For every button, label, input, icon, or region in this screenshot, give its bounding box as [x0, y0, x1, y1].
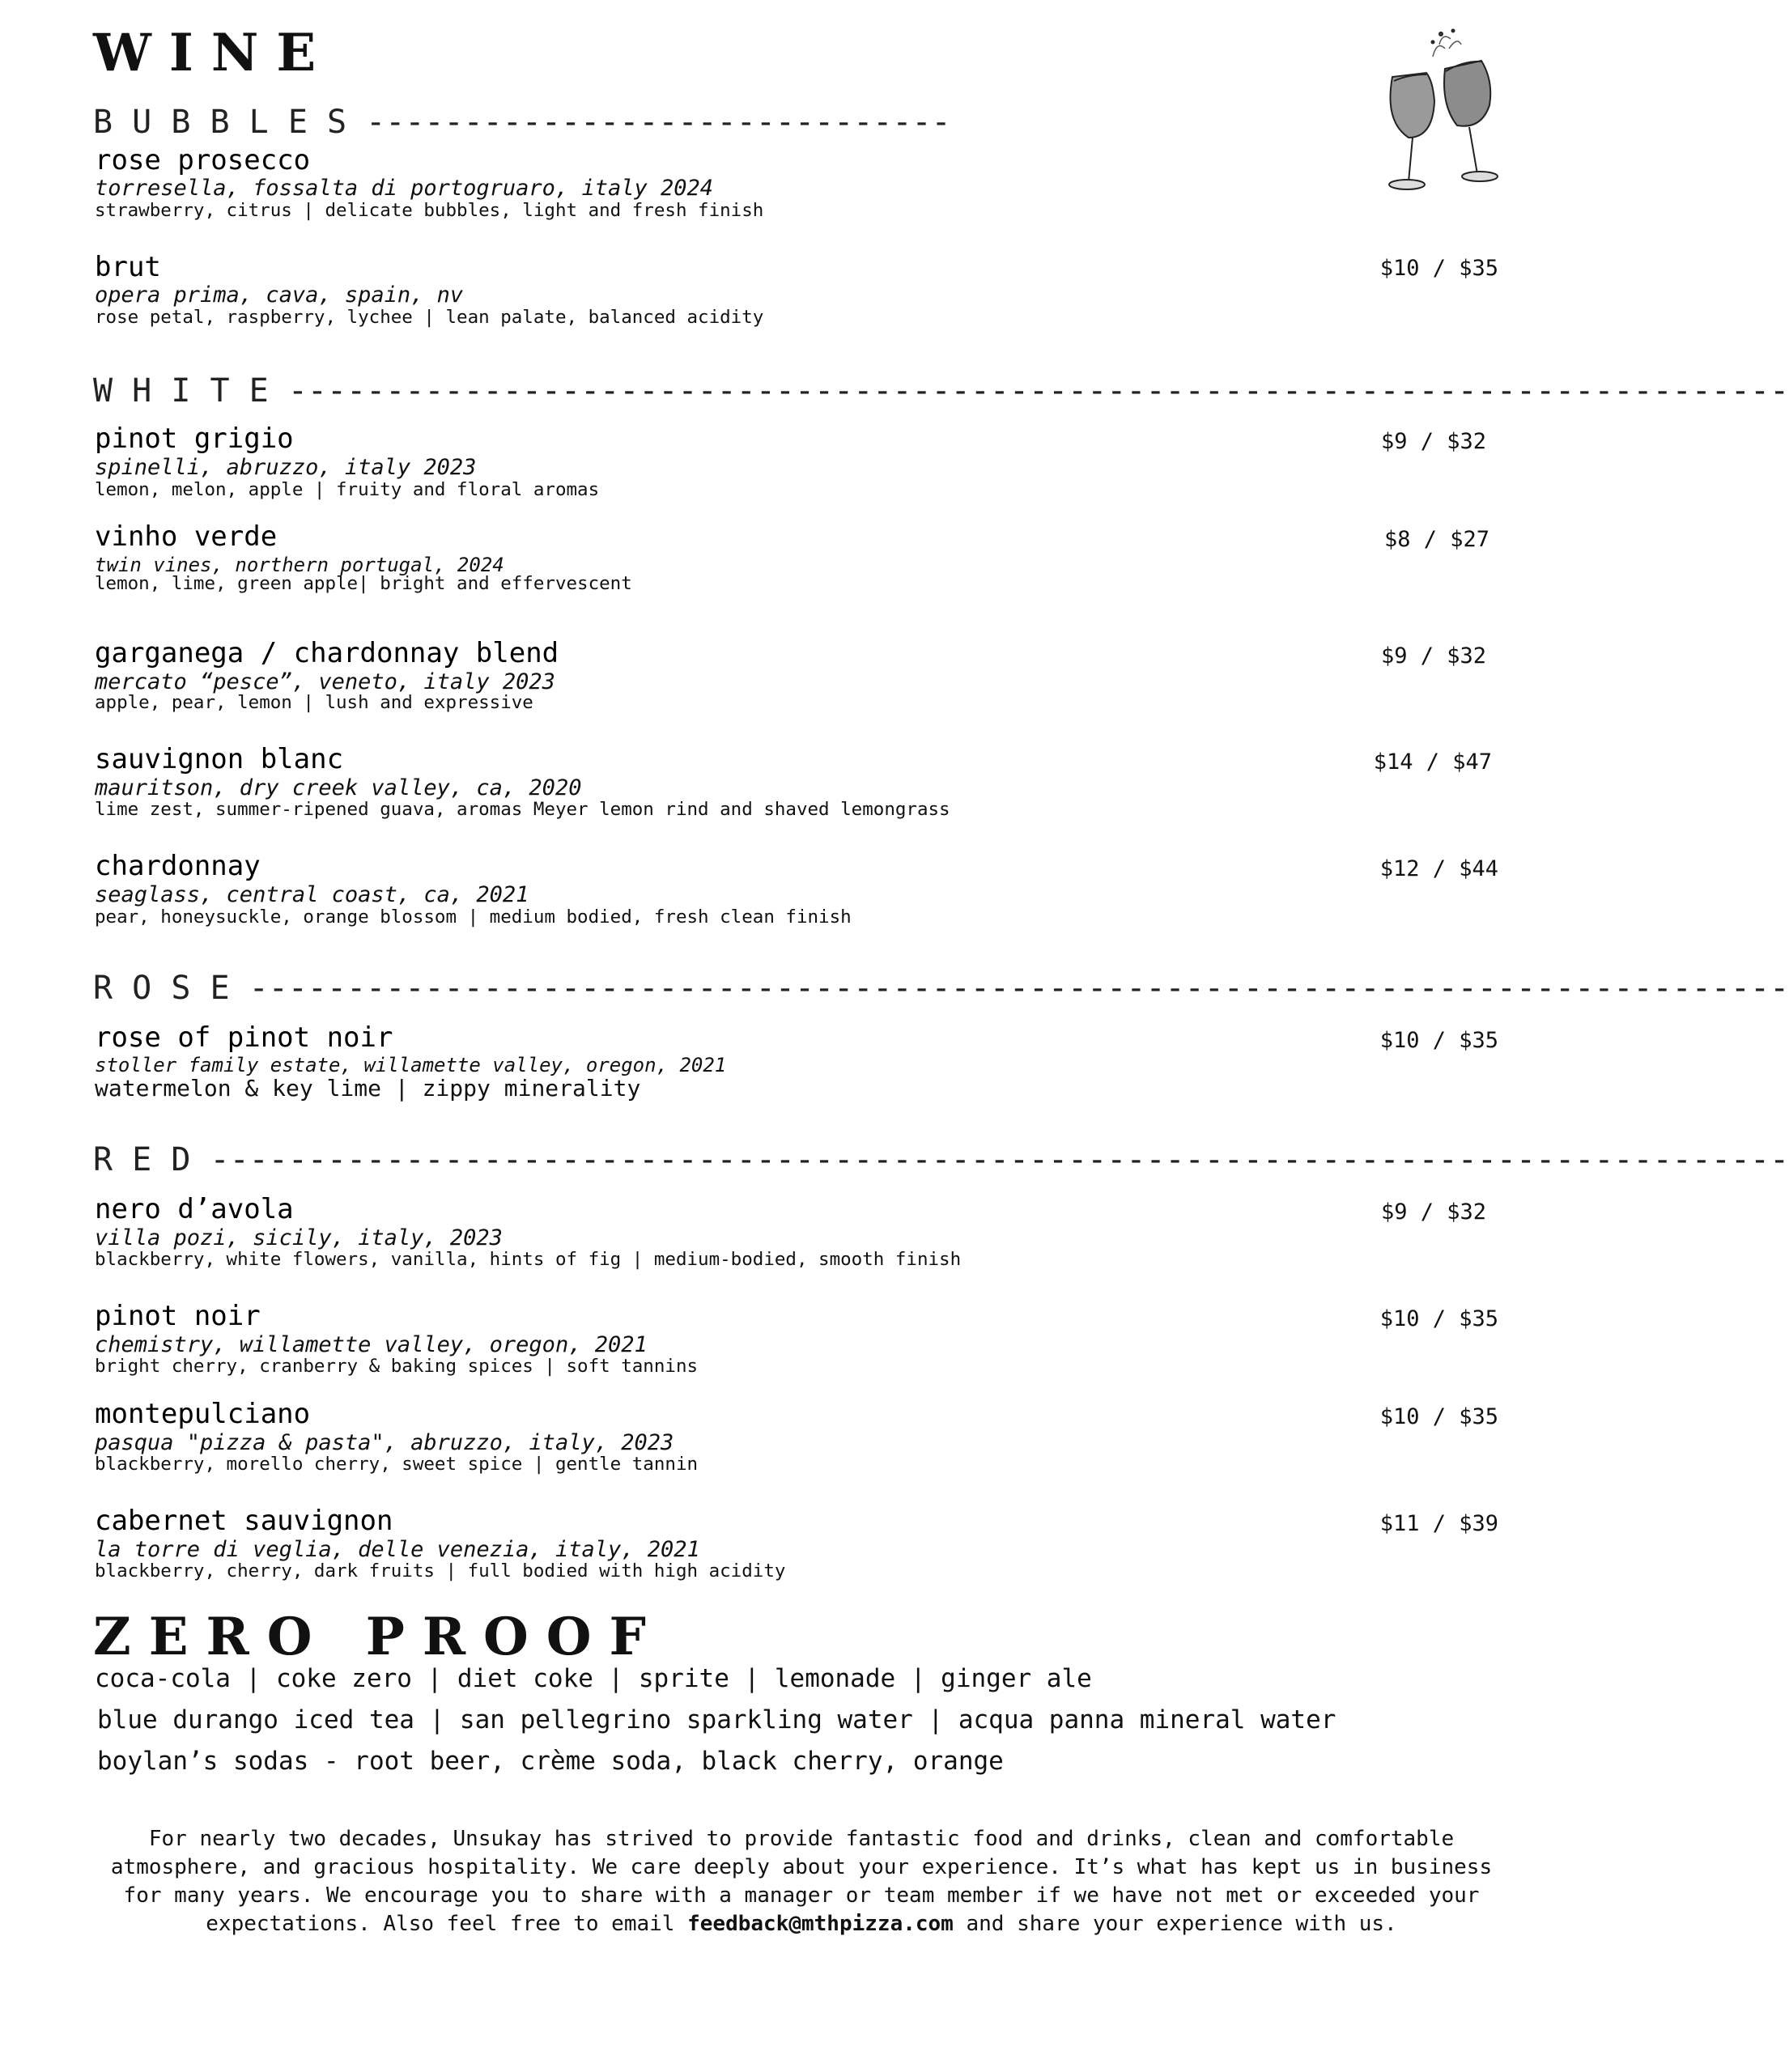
wine-name: rose of pinot noir: [95, 1021, 393, 1054]
wine-price: $10 / $35: [1379, 1404, 1498, 1429]
wine-notes: blackberry, morello cherry, sweet spice | gentle tannin: [95, 1454, 699, 1475]
footer-message: [97, 1825, 1506, 1938]
section-header-rose: R O S E -------------------------------------------------------------------------------: [93, 970, 1789, 1007]
wine-origin: la torre di veglia, delle venezia, italy, 2021: [95, 1537, 700, 1562]
section-header-white: W H I T E -----------------------------------------------------------------------------: [93, 372, 1789, 410]
wine-name: sauvignon blanc: [95, 743, 344, 775]
wine-name: nero d’avola: [95, 1193, 294, 1225]
wine-name: cabernet sauvignon: [95, 1505, 393, 1537]
page-title: WINE: [93, 23, 334, 83]
wine-notes: lemon, lime, green apple| bright and effervescent: [95, 573, 632, 594]
wine-name: chardonnay: [95, 850, 261, 882]
wine-origin: mauritson, dry creek valley, ca, 2020: [95, 775, 582, 800]
wine-origin: seaglass, central coast, ca, 2021: [95, 882, 529, 907]
wine-origin: pasqua "pizza & pasta", abruzzo, italy, 2023: [95, 1430, 674, 1455]
wine-name: pinot grigio: [95, 422, 294, 455]
wine-notes: lime zest, summer-ripened guava, aromas Meyer lemon rind and shaved lemongrass: [95, 799, 950, 820]
wine-notes: apple, pear, lemon | lush and expressive: [95, 692, 533, 713]
wine-notes: watermelon & key lime | zippy minerality: [95, 1075, 641, 1102]
wine-name: rose prosecco: [95, 144, 311, 176]
wine-price: $10 / $35: [1379, 256, 1498, 281]
wine-price: $12 / $44: [1379, 856, 1498, 881]
wine-notes: rose petal, raspberry, lychee | lean palate, balanced acidity: [95, 307, 764, 328]
wine-notes: strawberry, citrus | delicate bubbles, light and fresh finish: [95, 200, 764, 221]
wine-name: garganega / chardonnay blend: [95, 637, 559, 669]
zero-proof-line: blue durango iced tea | san pellegrino sparkling water | acqua panna mineral water: [97, 1705, 1336, 1734]
wine-price: $9 / $32: [1380, 643, 1486, 669]
wine-notes: blackberry, cherry, dark fruits | full bodied with high acidity: [95, 1560, 786, 1582]
wine-notes: lemon, melon, apple | fruity and floral aromas: [95, 479, 600, 500]
wine-price: $10 / $35: [1379, 1306, 1498, 1331]
zero-proof-line: boylan’s sodas - root beer, crème soda, black cherry, orange: [97, 1747, 1004, 1776]
zero-proof-title: ZERO PROOF: [93, 1607, 664, 1667]
wine-origin: twin vines, northern portugal, 2024: [95, 554, 504, 576]
wine-name: brut: [95, 251, 161, 283]
wine-origin: mercato “pesce”, veneto, italy 2023: [95, 669, 555, 694]
wine-origin: opera prima, cava, spain, nv: [95, 282, 464, 308]
wine-price: $10 / $35: [1379, 1028, 1498, 1053]
footer-text: For nearly two decades, Unsukay has strived to provide fantastic food and drinks, clean and comfortable atmosphere, and gracious hospitality. We care deeply about your experience. It’s what has kept us in business for many years. We encourage you to share with a manager or team member if we have not met or exceeded your expectations. Also feel free to email: [110, 1827, 1493, 1936]
section-header-red: R E D ---------------------------------------------------------------------------------: [93, 1141, 1789, 1178]
wine-name: pinot noir: [95, 1300, 261, 1332]
wine-origin: torresella, fossalta di portogruaro, italy 2024: [95, 176, 714, 201]
wine-origin: stoller family estate, willamette valley, oregon, 2021: [95, 1054, 727, 1076]
wine-glasses-toast-icon: [1376, 24, 1506, 198]
section-header-bubbles: B U B B L E S ------------------------------: [93, 104, 951, 141]
wine-notes: pear, honeysuckle, orange blossom | medium bodied, fresh clean finish: [95, 906, 852, 928]
wine-notes: bright cherry, cranberry & baking spices | soft tannins: [95, 1356, 699, 1377]
wine-price: $9 / $32: [1380, 1199, 1486, 1225]
wine-origin: spinelli, abruzzo, italy 2023: [95, 455, 477, 480]
wine-name: vinho verde: [95, 520, 278, 553]
zero-proof-line: coca-cola | coke zero | diet coke | sprite | lemonade | ginger ale: [95, 1664, 1092, 1693]
wine-notes: blackberry, white flowers, vanilla, hints of fig | medium-bodied, smooth finish: [95, 1249, 962, 1270]
wine-price: $9 / $32: [1380, 429, 1486, 454]
footer-closing: and share your experience with us.: [966, 1912, 1397, 1936]
wine-price: $14 / $47: [1373, 749, 1492, 775]
feedback-email-link[interactable]: feedback@mthpizza.com: [687, 1912, 954, 1936]
wine-price: $11 / $39: [1379, 1511, 1498, 1536]
wine-origin: chemistry, willamette valley, oregon, 2021: [95, 1332, 648, 1357]
wine-origin: villa pozi, sicily, italy, 2023: [95, 1225, 503, 1250]
wine-price: $8 / $27: [1383, 527, 1489, 552]
wine-name: montepulciano: [95, 1398, 311, 1430]
